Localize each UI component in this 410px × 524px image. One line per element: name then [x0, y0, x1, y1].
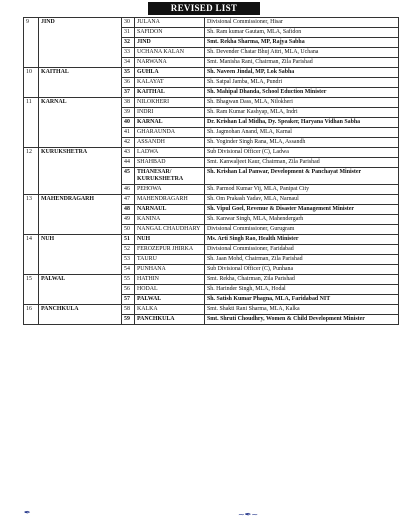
district-number: 16: [24, 305, 39, 325]
official-name: Sh. Bhagwan Dass, MLA, Nilokheri: [205, 98, 399, 108]
official-name: Sh. Jagmohan Anand, MLA, Karnal: [205, 128, 399, 138]
official-name: Sh. Jaan Mohd, Chairman, Zila Parishad: [205, 255, 399, 265]
district-number: 10: [24, 68, 39, 98]
row-number: 32: [122, 38, 135, 48]
place-name: SAFIDON: [135, 28, 205, 38]
row-number: 40: [122, 118, 135, 128]
row-number: 45: [122, 168, 135, 185]
official-name: Smt. Kanwaljeet Kaur, Chairman, Zila Parishad: [205, 158, 399, 168]
row-number: 52: [122, 245, 135, 255]
official-name: Divisional Commissioner, Gurugram: [205, 225, 399, 235]
place-name: JULANA: [135, 18, 205, 28]
place-name: LADWA: [135, 148, 205, 158]
place-name: KALKA: [135, 305, 205, 315]
official-name: Smt. Manisha Rani, Chairman, Zila Parishad: [205, 58, 399, 68]
place-name: GHARAUNDA: [135, 128, 205, 138]
place-name: KANINA: [135, 215, 205, 225]
row-number: 53: [122, 255, 135, 265]
official-name: Sh. Satish Kumar Phagna, MLA, Faridabad NIT: [205, 295, 399, 305]
row-number: 30: [122, 18, 135, 28]
place-name: JIND: [135, 38, 205, 48]
place-name: PALWAL: [135, 295, 205, 305]
table-row: [24, 195, 399, 205]
official-name: Divisional Commissioner, Faridabad: [205, 245, 399, 255]
row-number: 43: [122, 148, 135, 158]
row-number: 35: [122, 68, 135, 78]
row-number: 47: [122, 195, 135, 205]
place-name: TAURU: [135, 255, 205, 265]
place-name: KAITHAL: [135, 88, 205, 98]
official-name: Sh. Kanwar Singh, MLA, Mahendergarh: [205, 215, 399, 225]
row-number: 42: [122, 138, 135, 148]
place-name: THANESAR/ KURUKSHETRA: [135, 168, 205, 185]
official-name: Sh. Yoginder Singh Rana, MLA, Assandh: [205, 138, 399, 148]
row-number: 36: [122, 78, 135, 88]
place-name: INDRI: [135, 108, 205, 118]
row-number: 59: [122, 315, 135, 325]
place-name: ASSANDH: [135, 138, 205, 148]
place-name: NARWANA: [135, 58, 205, 68]
official-name: Sh. Parmod Kumar Vij, MLA, Panipat City: [205, 185, 399, 195]
official-name: Divisional Commissioner, Hisar: [205, 18, 399, 28]
district-number: 12: [24, 148, 39, 195]
place-name: PUNHANA: [135, 265, 205, 275]
official-name: Sh. Devender Chatar Bhuj Attri, MLA, Uchana: [205, 48, 399, 58]
row-number: 49: [122, 215, 135, 225]
row-number: 31: [122, 28, 135, 38]
official-name: Smt. Rekha Sharma, MP, Rajya Sabha: [205, 38, 399, 48]
table-body: [24, 18, 399, 325]
official-name: Sh. Satpal Jamba, MLA, Pundri: [205, 78, 399, 88]
district-number: 14: [24, 235, 39, 275]
row-number: 39: [122, 108, 135, 118]
official-name: Smt. Rekha, Chairman, Zila Parishad: [205, 275, 399, 285]
official-name: Sh. Mahipal Dhanda, School Eduction Minister: [205, 88, 399, 98]
table-row: [24, 148, 399, 158]
district-name: JIND: [39, 18, 122, 68]
row-number: 54: [122, 265, 135, 275]
row-number: 57: [122, 295, 135, 305]
table-row: [24, 305, 399, 315]
official-name: Smt. Shakti Rani Sharma, MLA, Kalka: [205, 305, 399, 315]
place-name: NUH: [135, 235, 205, 245]
row-number: 38: [122, 98, 135, 108]
district-number: 13: [24, 195, 39, 235]
district-name: MAHENDRAGARH: [39, 195, 122, 235]
row-number: 33: [122, 48, 135, 58]
official-name: Sh. Ram kumar Gautam, MLA, Safidon: [205, 28, 399, 38]
assignment-table: [23, 17, 399, 325]
official-name: Sh. Krishan Lal Panwar, Development & Panchayat Minister: [205, 168, 399, 185]
district-name: KARNAL: [39, 98, 122, 148]
table-row: [24, 98, 399, 108]
place-name: KALAYAT: [135, 78, 205, 88]
district-name: PALWAL: [39, 275, 122, 305]
district-name: PANCHKULA: [39, 305, 122, 325]
place-name: KARNAL: [135, 118, 205, 128]
official-name: Sh. Om Prakash Yadav, MLA, Narnaul: [205, 195, 399, 205]
district-number: 9: [24, 18, 39, 68]
row-number: 41: [122, 128, 135, 138]
row-number: 46: [122, 185, 135, 195]
row-number: 48: [122, 205, 135, 215]
place-name: PEHOWA: [135, 185, 205, 195]
place-name: UCHANA KALAN: [135, 48, 205, 58]
initials-signature-right: ~✒~: [238, 510, 259, 519]
district-number: 15: [24, 275, 39, 305]
table-row: [24, 275, 399, 285]
district-number: 11: [24, 98, 39, 148]
place-name: PANCHKULA: [135, 315, 205, 325]
place-name: HATHIN: [135, 275, 205, 285]
place-name: MAHENDRAGARH: [135, 195, 205, 205]
row-number: 44: [122, 158, 135, 168]
table-row: [24, 18, 399, 28]
official-name: Sh. Ram Kumar Kashyap, MLA, Indri: [205, 108, 399, 118]
official-name: Ms. Arti Singh Rao, Health Minister: [205, 235, 399, 245]
official-name: Sh. Naveen Jindal, MP, Lok Sabha: [205, 68, 399, 78]
table-row: [24, 235, 399, 245]
document-title: REVISED LIST: [148, 2, 260, 15]
row-number: 55: [122, 275, 135, 285]
official-name: Sh. Harinder Singh, MLA, Hodal: [205, 285, 399, 295]
official-name: Dr. Krishan Lal Midha, Dy. Speaker, Haryana Vidhan Sabha: [205, 118, 399, 128]
place-name: SHAHBAD: [135, 158, 205, 168]
official-name: Smt. Shruti Choudhry, Women & Child Development Minister: [205, 315, 399, 325]
district-name: NUH: [39, 235, 122, 275]
place-name: GUHLA: [135, 68, 205, 78]
row-number: 58: [122, 305, 135, 315]
place-name: NARNAUL: [135, 205, 205, 215]
place-name: HODAL: [135, 285, 205, 295]
official-name: Sub Divisional Officer (C), Ladwa: [205, 148, 399, 158]
place-name: NANGAL CHAUDHARY: [135, 225, 205, 235]
row-number: 51: [122, 235, 135, 245]
official-name: Sh. Vipul Goel, Revenue & Disaster Management Minister: [205, 205, 399, 215]
table-row: [24, 68, 399, 78]
initials-signature-left: ✒: [24, 508, 31, 517]
row-number: 34: [122, 58, 135, 68]
row-number: 56: [122, 285, 135, 295]
place-name: NILOKHERI: [135, 98, 205, 108]
row-number: 50: [122, 225, 135, 235]
row-number: 37: [122, 88, 135, 98]
district-name: KURUKSHETRA: [39, 148, 122, 195]
place-name: FEROZEPUR JHIRKA: [135, 245, 205, 255]
official-name: Sub Divisional Officer (C), Punhana: [205, 265, 399, 275]
district-name: KAITHAL: [39, 68, 122, 98]
